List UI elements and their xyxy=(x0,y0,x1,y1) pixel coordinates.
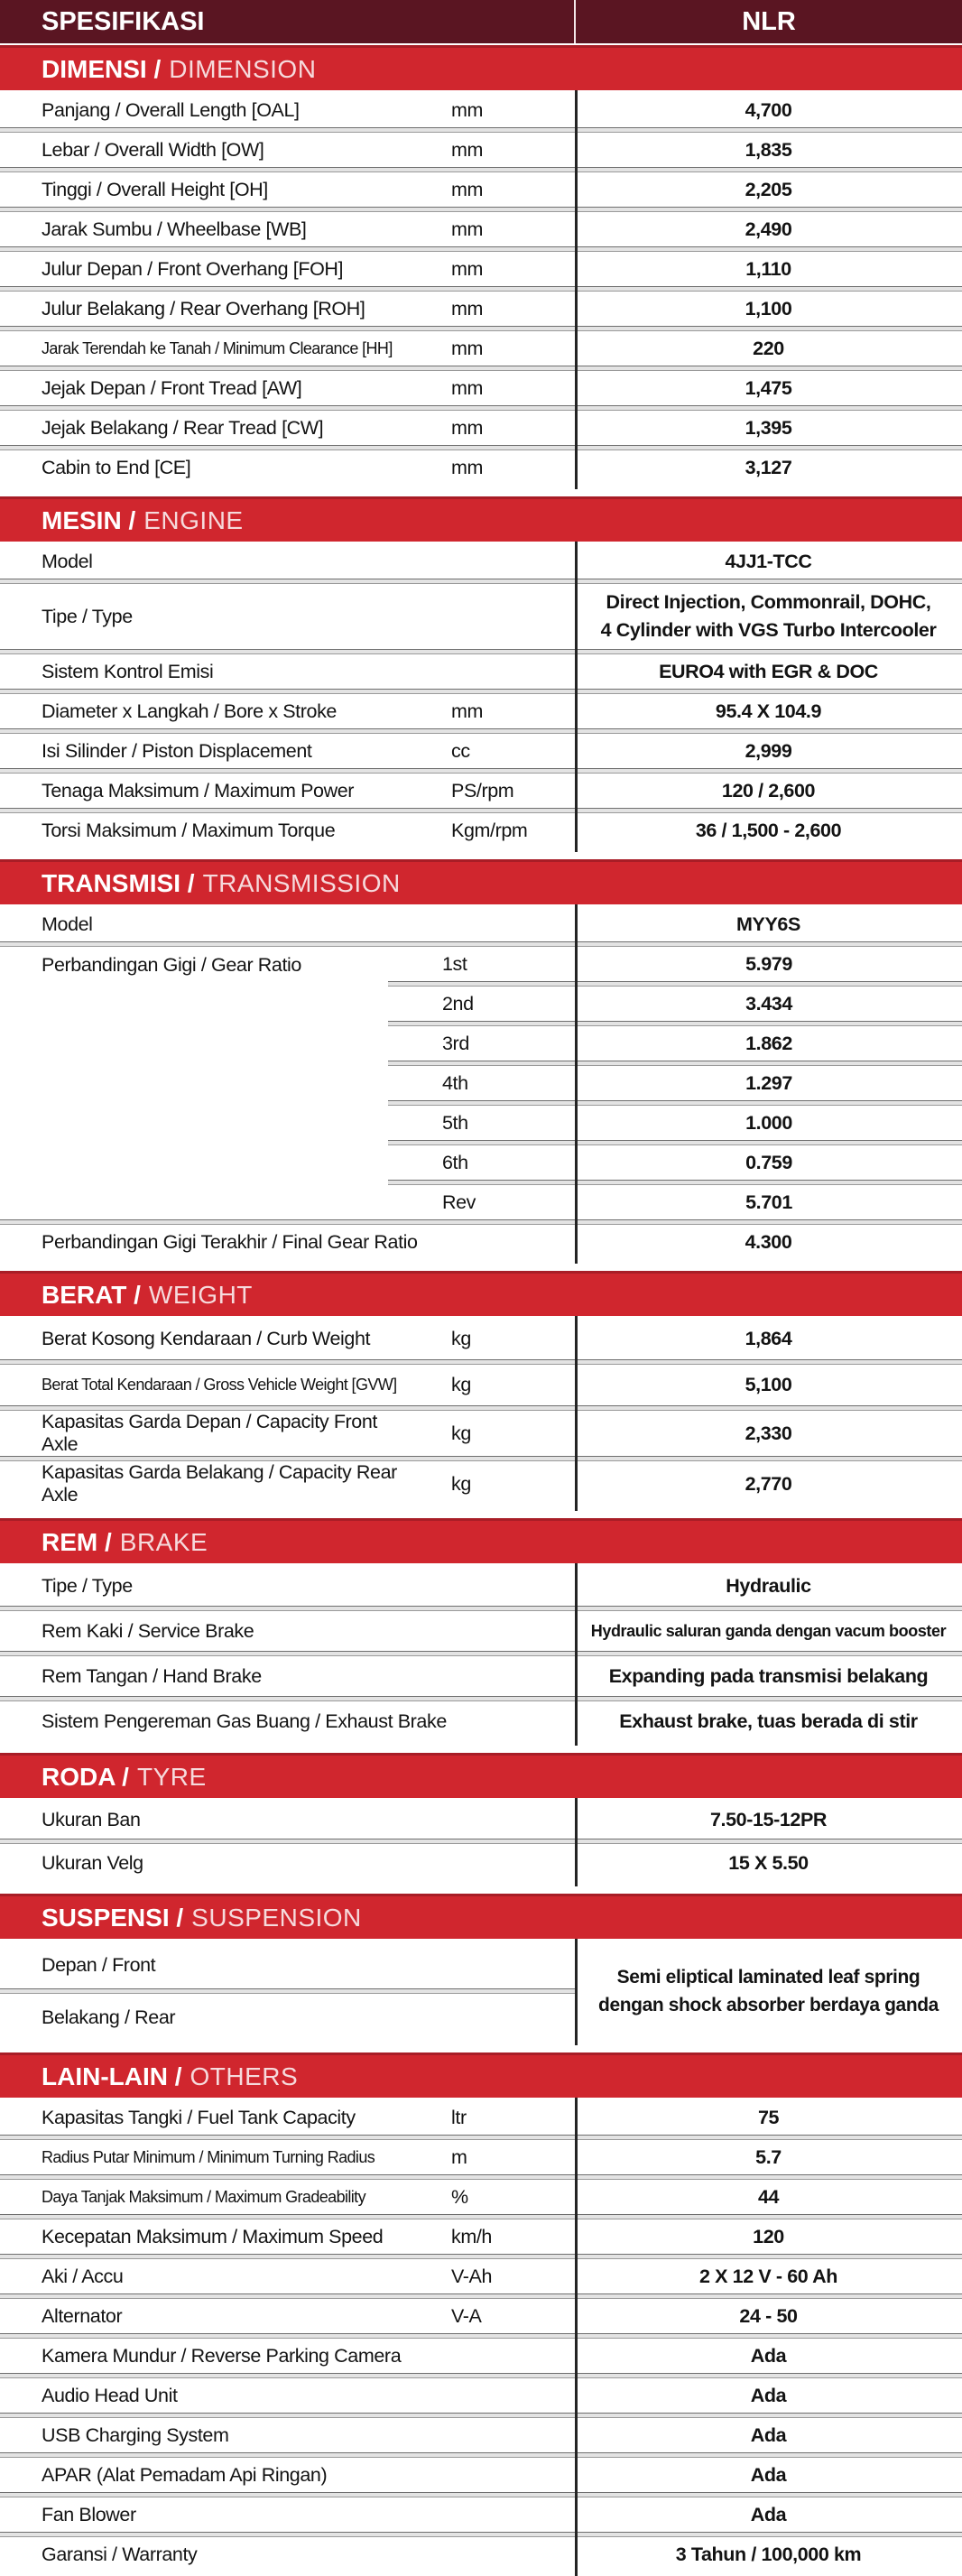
gear-label: 4th xyxy=(442,1071,468,1094)
row-separator xyxy=(0,1839,962,1844)
section-title-bold: DIMENSI / xyxy=(42,54,162,83)
spec-unit: mm xyxy=(451,337,484,359)
spec-label: Rem Tangan / Hand Brake xyxy=(42,1664,262,1687)
spec-header-bar xyxy=(0,0,962,43)
spec-row xyxy=(0,544,962,579)
column-divider xyxy=(575,90,578,489)
spec-row xyxy=(0,584,962,649)
spec-value: 4,700 xyxy=(745,98,792,121)
column-divider xyxy=(575,1563,578,1746)
section-title-bold: LAIN-LAIN / xyxy=(42,2062,182,2090)
spec-label: USB Charging System xyxy=(42,2423,229,2446)
row-separator xyxy=(388,1140,962,1145)
spec-value: 4JJ1-TCC xyxy=(725,550,812,572)
spec-label: Radius Putar Minimum / Minimum Turning Radius xyxy=(42,2147,375,2166)
spec-label: Model xyxy=(42,913,93,935)
spec-value: 1,835 xyxy=(745,138,792,161)
row-separator xyxy=(0,2214,962,2219)
section-title-light: OTHERS xyxy=(190,2062,299,2090)
spec-unit: kg xyxy=(451,1328,471,1349)
row-separator xyxy=(0,1359,962,1365)
spec-row xyxy=(0,2339,962,2373)
row-separator xyxy=(0,2174,962,2180)
gear-label: Rev xyxy=(442,1191,476,1213)
section-title-light: WEIGHT xyxy=(148,1280,253,1309)
column-divider xyxy=(575,2098,578,2576)
row-separator xyxy=(388,981,962,987)
spec-label: Jarak Sumbu / Wheelbase [WB] xyxy=(42,218,307,240)
spec-value xyxy=(575,588,962,644)
gear-ratio-subrows xyxy=(388,947,962,1219)
section-body-dimensi xyxy=(0,90,962,489)
spec-label: Tinggi / Overall Height [OH] xyxy=(42,178,268,200)
section-title-light: SUSPENSION xyxy=(191,1903,362,1932)
spec-value: 24 - 50 xyxy=(739,2304,798,2327)
spec-label: Kapasitas Garda Depan / Capacity Front Axle xyxy=(42,1411,377,1455)
spec-row xyxy=(0,2497,962,2532)
spec-label: Tenaga Maksimum / Maximum Power xyxy=(42,779,355,802)
spec-label: Kamera Mundur / Reverse Parking Camera xyxy=(42,2344,402,2367)
spec-row xyxy=(0,133,962,167)
spec-label: Jejak Belakang / Rear Tread [CW] xyxy=(42,416,324,439)
spec-row xyxy=(0,1566,962,1606)
spec-header-left-cell xyxy=(0,0,574,43)
section-header-rem xyxy=(0,1518,962,1563)
spec-value: Ada xyxy=(750,2463,787,2486)
spec-value: 2,770 xyxy=(745,1472,792,1495)
section-title-light: BRAKE xyxy=(119,1527,208,1556)
spec-label: Isi Silinder / Piston Displacement xyxy=(42,739,312,762)
spec-value: 15 X 5.50 xyxy=(728,1851,809,1874)
spec-row xyxy=(0,331,962,366)
spec-row xyxy=(0,2378,962,2413)
spec-unit: mm xyxy=(451,700,484,722)
spec-value: 2,330 xyxy=(745,1422,792,1444)
spec-row xyxy=(0,734,962,768)
spec-label: Model xyxy=(42,550,93,572)
spec-value: 1,395 xyxy=(745,416,792,439)
spec-row xyxy=(0,1365,962,1405)
spec-label: Berat Total Kendaraan / Gross Vehicle Weight [GVW] xyxy=(42,1376,397,1394)
spec-row xyxy=(0,292,962,326)
spec-value: 2,490 xyxy=(745,218,792,240)
row-separator xyxy=(0,2333,962,2339)
section-header-dimensi xyxy=(0,45,962,90)
gear-ratio-row xyxy=(388,1026,962,1061)
spec-value: Hydraulic saluran ganda dengan vacum booster xyxy=(590,1621,947,1640)
spec-value: Ada xyxy=(750,2503,787,2525)
spec-label: Daya Tanjak Maksimum / Maximum Gradeability xyxy=(42,2187,365,2206)
spec-unit: ltr xyxy=(451,2106,467,2128)
row-separator xyxy=(0,768,962,774)
section-title-bold: BERAT / xyxy=(42,1280,141,1309)
row-separator xyxy=(0,1651,962,1656)
row-separator xyxy=(0,1219,962,1225)
spec-row xyxy=(0,2299,962,2333)
gear-value: 0.759 xyxy=(745,1151,792,1173)
section-body-berat xyxy=(0,1316,962,1511)
spec-sections xyxy=(0,45,962,2576)
spec-value: 220 xyxy=(753,337,784,359)
spec-row xyxy=(0,411,962,445)
spec-row xyxy=(0,1656,962,1696)
spec-row xyxy=(0,694,962,728)
gear-ratio-row xyxy=(388,947,962,981)
spec-unit: mm xyxy=(451,297,484,320)
gear-ratio-row xyxy=(388,1145,962,1180)
spec-value: 1,100 xyxy=(745,297,792,320)
spec-value: Exhaust brake, tuas berada di stir xyxy=(619,1710,918,1732)
spec-value xyxy=(575,1941,962,2041)
spec-row xyxy=(0,1701,962,1741)
row-separator xyxy=(0,326,962,331)
spec-label: Julur Belakang / Rear Overhang [ROH] xyxy=(42,297,365,320)
row-separator xyxy=(388,1061,962,1066)
spec-value: 1,475 xyxy=(745,376,792,399)
section-body-rem xyxy=(0,1563,962,1746)
spec-unit: V-Ah xyxy=(451,2265,493,2287)
gear-ratio-row xyxy=(388,1066,962,1100)
row-separator xyxy=(0,2492,962,2497)
section-header-berat xyxy=(0,1271,962,1316)
spec-unit: cc xyxy=(451,739,470,762)
row-separator xyxy=(0,1606,962,1611)
gear-value: 5.979 xyxy=(745,952,792,975)
spec-unit: mm xyxy=(451,376,484,399)
row-separator xyxy=(0,286,962,292)
section-title-light: DIMENSION xyxy=(169,54,317,83)
spec-value: 5.7 xyxy=(755,2145,782,2168)
row-separator xyxy=(0,728,962,734)
section-title-bold: RODA / xyxy=(42,1762,129,1791)
gear-ratio-group xyxy=(0,947,962,1219)
column-divider xyxy=(575,542,578,852)
section-header-lain-lain xyxy=(0,2052,962,2098)
spec-row xyxy=(0,1611,962,1651)
section-title-light: TRANSMISSION xyxy=(202,868,401,897)
spec-value: 75 xyxy=(757,2106,780,2128)
section-title-bold: SUSPENSI / xyxy=(42,1903,184,1932)
row-separator xyxy=(0,2452,962,2458)
spec-label: Ukuran Ban xyxy=(42,1808,141,1830)
column-divider xyxy=(575,904,578,1264)
spec-row xyxy=(0,813,962,848)
gear-ratio-row xyxy=(388,1185,962,1219)
spec-row xyxy=(0,212,962,246)
spec-value-line: Semi eliptical laminated leaf spring xyxy=(616,1966,920,1988)
row-separator xyxy=(0,808,962,813)
spec-label: Berat Kosong Kendaraan / Curb Weight xyxy=(42,1328,371,1349)
row-separator xyxy=(0,579,962,584)
spec-row xyxy=(0,93,962,127)
row-separator xyxy=(0,2373,962,2378)
row-separator xyxy=(388,1021,962,1026)
section-body-transmisi xyxy=(0,904,962,1264)
spec-title: SPESIFIKASI xyxy=(42,6,205,36)
section-title-bold: REM / xyxy=(42,1527,112,1556)
spec-value-line: 4 Cylinder with VGS Turbo Intercooler xyxy=(600,619,937,641)
spec-unit: PS/rpm xyxy=(451,779,514,802)
spec-unit: kg xyxy=(451,1472,471,1495)
section-body-lain-lain xyxy=(0,2098,962,2576)
row-separator xyxy=(388,1180,962,1185)
spec-unit: mm xyxy=(451,178,484,200)
spec-label: Audio Head Unit xyxy=(42,2384,178,2406)
spec-value: 1,864 xyxy=(745,1328,792,1349)
spec-unit: km/h xyxy=(451,2225,492,2247)
spec-label: Torsi Maksimum / Maximum Torque xyxy=(42,819,336,841)
section-body-roda xyxy=(0,1798,962,1886)
spec-row xyxy=(0,1844,962,1882)
spec-value: 2 X 12 V - 60 Ah xyxy=(699,2265,837,2287)
spec-unit: mm xyxy=(451,257,484,280)
spec-value-lines xyxy=(587,588,949,644)
spec-row xyxy=(0,774,962,808)
spec-label: Rem Kaki / Service Brake xyxy=(42,1619,254,1642)
spec-label: APAR (Alat Pemadam Api Ringan) xyxy=(42,2463,328,2486)
spec-value: Ada xyxy=(750,2344,787,2367)
row-separator xyxy=(0,167,962,172)
spec-label: Fan Blower xyxy=(42,2503,136,2525)
spec-label: Panjang / Overall Length [OAL] xyxy=(42,98,300,121)
spec-value: Ada xyxy=(750,2423,787,2446)
spec-label: Cabin to End [CE] xyxy=(42,456,191,478)
spec-label: Belakang / Rear xyxy=(42,2006,176,2028)
spec-value: Ada xyxy=(750,2384,787,2406)
spec-row xyxy=(0,2219,962,2254)
spec-row xyxy=(0,2537,962,2571)
spec-label: Kecepatan Maksimum / Maximum Speed xyxy=(42,2225,384,2247)
spec-value: EURO4 with EGR & DOC xyxy=(659,660,878,682)
spec-unit: % xyxy=(451,2185,468,2208)
spec-value: 36 / 1,500 - 2,600 xyxy=(695,819,842,841)
row-separator xyxy=(0,1405,962,1411)
row-separator xyxy=(0,689,962,694)
row-separator xyxy=(0,2254,962,2259)
section-header-transmisi xyxy=(0,859,962,904)
spec-row xyxy=(0,2259,962,2293)
section-header-mesin xyxy=(0,496,962,542)
section-body-suspensi xyxy=(0,1939,962,2045)
merged-labels xyxy=(0,1941,575,2041)
spec-row xyxy=(0,1461,962,1506)
spec-label: Tipe / Type xyxy=(42,605,133,627)
gear-label: 2nd xyxy=(442,992,474,1015)
spec-row xyxy=(0,450,962,485)
spec-value: Hydraulic xyxy=(726,1574,811,1597)
gear-value: 3.434 xyxy=(745,992,792,1015)
spec-value: 3 Tahun / 100,000 km xyxy=(675,2543,862,2565)
merged-row xyxy=(0,1941,962,2041)
row-separator xyxy=(0,1456,962,1461)
row-separator xyxy=(0,2293,962,2299)
gear-label: 3rd xyxy=(442,1032,469,1054)
spec-unit: m xyxy=(451,2145,467,2168)
spec-label: Sistem Kontrol Emisi xyxy=(42,660,214,682)
row-separator xyxy=(0,127,962,133)
spec-label: Ukuran Velg xyxy=(42,1851,143,1874)
spec-label: Garansi / Warranty xyxy=(42,2543,198,2565)
spec-label: Depan / Front xyxy=(42,1953,156,1976)
spec-unit: mm xyxy=(451,456,484,478)
spec-label: Aki / Accu xyxy=(42,2265,124,2287)
gear-ratio-row xyxy=(388,1106,962,1140)
spec-row xyxy=(0,907,962,941)
spec-value-line: Direct Injection, Commonrail, DOHC, xyxy=(606,590,931,613)
section-header-roda xyxy=(0,1753,962,1798)
spec-value: MYY6S xyxy=(736,913,800,935)
spec-value: 3,127 xyxy=(745,456,792,478)
model-name: NLR xyxy=(742,6,796,36)
spec-row xyxy=(0,1319,962,1359)
gear-label: 1st xyxy=(442,952,467,975)
spec-label: Kapasitas Garda Belakang / Capacity Rear Axle xyxy=(42,1461,397,1506)
spec-label: Perbandingan Gigi Terakhir / Final Gear Ratio xyxy=(42,1230,418,1253)
row-separator xyxy=(0,366,962,371)
spec-row xyxy=(0,2100,962,2135)
gear-label: 6th xyxy=(442,1151,468,1173)
spec-label: Sistem Pengereman Gas Buang / Exhaust Brake xyxy=(42,1710,447,1732)
row-separator xyxy=(0,405,962,411)
spec-value: 1,110 xyxy=(745,257,791,280)
section-body-mesin xyxy=(0,542,962,852)
spec-unit: mm xyxy=(451,138,484,161)
spec-label: Jarak Terendah ke Tanah / Minimum Clearance [HH] xyxy=(42,338,393,357)
spec-label: Lebar / Overall Width [OW] xyxy=(42,138,264,161)
row-separator xyxy=(0,941,962,947)
spec-header-right-cell xyxy=(576,0,962,43)
spec-label: Jejak Depan / Front Tread [AW] xyxy=(42,376,302,399)
spec-value: 4.300 xyxy=(745,1230,792,1253)
spec-value: Expanding pada transmisi belakang xyxy=(608,1664,929,1687)
spec-row xyxy=(0,2418,962,2452)
row-separator xyxy=(0,1988,575,1994)
spec-row xyxy=(0,1225,962,1259)
spec-unit: kg xyxy=(451,1422,471,1444)
gear-label: 5th xyxy=(442,1111,468,1134)
spec-row xyxy=(0,371,962,405)
row-separator xyxy=(0,445,962,450)
section-title-bold: MESIN / xyxy=(42,505,136,534)
row-separator xyxy=(0,246,962,252)
spec-row xyxy=(0,2140,962,2174)
row-separator xyxy=(388,1100,962,1106)
spec-row xyxy=(0,172,962,207)
spec-label: Julur Depan / Front Overhang [FOH] xyxy=(42,257,344,280)
row-separator xyxy=(0,649,962,654)
spec-value-line: dengan shock absorber berdaya ganda xyxy=(598,1995,939,2015)
section-title-light: TYRE xyxy=(136,1762,207,1791)
spec-row xyxy=(0,252,962,286)
spec-value: 95.4 X 104.9 xyxy=(715,700,822,722)
section-header-suspensi xyxy=(0,1894,962,1939)
spec-row xyxy=(0,2180,962,2214)
section-title-light: ENGINE xyxy=(143,505,244,534)
gear-value: 1.297 xyxy=(745,1071,792,1094)
row-separator xyxy=(0,207,962,212)
spec-label: Tipe / Type xyxy=(42,1574,133,1597)
spec-label: Diameter x Langkah / Bore x Stroke xyxy=(42,700,337,722)
gear-value: 1.000 xyxy=(745,1111,792,1134)
spec-value: 44 xyxy=(757,2185,780,2208)
section-title-bold: TRANSMISI / xyxy=(42,868,195,897)
spec-label: Alternator xyxy=(42,2304,123,2327)
gear-value: 5.701 xyxy=(745,1191,792,1213)
spec-unit: V-A xyxy=(451,2304,482,2327)
gear-value: 1.862 xyxy=(745,1032,792,1054)
spec-value: 7.50-15-12PR xyxy=(709,1808,828,1830)
spec-unit: mm xyxy=(451,218,484,240)
spec-unit: kg xyxy=(451,1374,471,1395)
spec-row xyxy=(0,654,962,689)
column-divider xyxy=(575,1939,578,2045)
spec-value: 2,205 xyxy=(745,178,792,200)
column-divider xyxy=(575,1316,578,1511)
row-separator xyxy=(0,2532,962,2537)
spec-value: 120 / 2,600 xyxy=(721,779,816,802)
spec-value: 5,100 xyxy=(745,1374,792,1395)
row-separator xyxy=(0,2135,962,2140)
spec-value: 120 xyxy=(753,2225,784,2247)
gear-ratio-row xyxy=(388,987,962,1021)
spec-row xyxy=(0,1411,962,1456)
spec-unit: Kgm/rpm xyxy=(451,819,528,841)
spec-unit: mm xyxy=(451,416,484,439)
spec-row xyxy=(0,1801,962,1839)
spec-row xyxy=(0,2458,962,2492)
column-divider xyxy=(575,1798,578,1886)
row-separator xyxy=(0,1696,962,1701)
spec-unit: mm xyxy=(451,98,484,121)
spec-label: Kapasitas Tangki / Fuel Tank Capacity xyxy=(42,2106,356,2128)
row-separator xyxy=(0,2413,962,2418)
spec-label: Perbandingan Gigi / Gear Ratio xyxy=(42,954,301,976)
spec-value: 2,999 xyxy=(745,739,792,762)
